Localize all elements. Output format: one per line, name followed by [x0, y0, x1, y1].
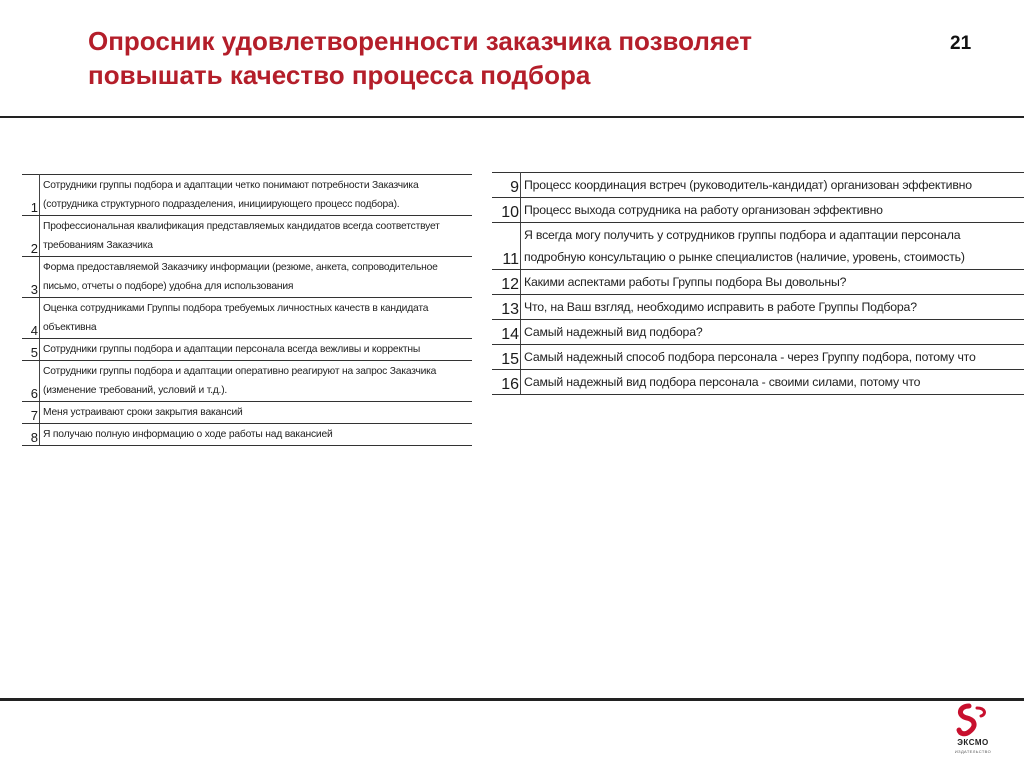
table-row [492, 295, 1024, 320]
eksmo-logo [947, 702, 1007, 762]
question-text: Самый надежный вид подбора персонала - своими силами, потому что [521, 370, 1024, 395]
question-number: 16 [492, 370, 521, 395]
question-text: Самый надежный способ подбора персонала - через Группу подбора, потому что [521, 345, 1024, 370]
question-text: Процесс координация встреч (руководитель-кандидат) организован эффективно [521, 173, 1024, 198]
questionnaire-table-right [492, 172, 1024, 395]
question-number: 2 [22, 216, 40, 257]
table-row [492, 223, 1024, 270]
question-number: 14 [492, 320, 521, 345]
question-text: Я всегда могу получить у сотрудников группы подбора и адаптации персонала подробную консультацию о рынке специалистов (наличие, уровень, стоимость) [521, 223, 1024, 270]
table-row [22, 298, 472, 339]
question-number: 8 [22, 424, 40, 446]
question-text: Какими аспектами работы Группы подбора Вы довольны? [521, 270, 1024, 295]
logo-subtitle: ИЗДАТЕЛЬСТВО [954, 749, 992, 754]
table-row [492, 320, 1024, 345]
question-number: 12 [492, 270, 521, 295]
question-number: 3 [22, 257, 40, 298]
slide-title: Опросник удовлетворенности заказчика позволяет повышать качество процесса подбора [88, 26, 752, 90]
top-divider [0, 116, 1024, 118]
question-text: Самый надежный вид подбора? [521, 320, 1024, 345]
table-row [22, 339, 472, 361]
question-text: Профессиональная квалификация представляемых кандидатов всегда соответствует требованиям Заказчика [40, 216, 473, 257]
logo-name: ЭКСМО [957, 738, 989, 747]
question-text: Что, на Ваш взгляд, необходимо исправить в работе Группы Подбора? [521, 295, 1024, 320]
question-number: 6 [22, 361, 40, 402]
question-number: 5 [22, 339, 40, 361]
table-row [492, 370, 1024, 395]
question-number: 15 [492, 345, 521, 370]
question-number: 13 [492, 295, 521, 320]
question-number: 1 [22, 175, 40, 216]
question-number: 11 [492, 223, 521, 270]
question-text: Меня устраивают сроки закрытия вакансий [40, 402, 473, 424]
question-text: Сотрудники группы подбора и адаптации оперативно реагируют на запрос Заказчика (изменение требований, условий и т.д.). [40, 361, 473, 402]
question-number: 9 [492, 173, 521, 198]
page-number: 21 [950, 33, 972, 54]
table-row [492, 198, 1024, 223]
table-row [22, 361, 472, 402]
table-row [22, 424, 472, 446]
table-row [22, 216, 472, 257]
question-number: 10 [492, 198, 521, 223]
table-row [492, 270, 1024, 295]
table-row [492, 173, 1024, 198]
table-row [22, 402, 472, 424]
question-number: 7 [22, 402, 40, 424]
question-text: Сотрудники группы подбора и адаптации персонала всегда вежливы и корректны [40, 339, 473, 361]
question-text: Оценка сотрудниками Группы подбора требуемых личностных качеств в кандидата объективна [40, 298, 473, 339]
question-number: 4 [22, 298, 40, 339]
questionnaire-table-left [22, 174, 472, 446]
question-text: Форма предоставляемой Заказчику информации (резюме, анкета, сопроводительное письмо, отчеты о подборе) удобна для использования [40, 257, 473, 298]
table-row [492, 345, 1024, 370]
bottom-divider [0, 698, 1024, 701]
table-row [22, 257, 472, 298]
question-text: Сотрудники группы подбора и адаптации четко понимают потребности Заказчика (сотрудника структурного подразделения, инициирующего процесс подбора). [40, 175, 473, 216]
table-row [22, 175, 472, 216]
eksmo-logo-icon [947, 702, 999, 738]
question-text: Процесс выхода сотрудника на работу организован эффективно [521, 198, 1024, 223]
question-text: Я получаю полную информацию о ходе работы над вакансией [40, 424, 473, 446]
